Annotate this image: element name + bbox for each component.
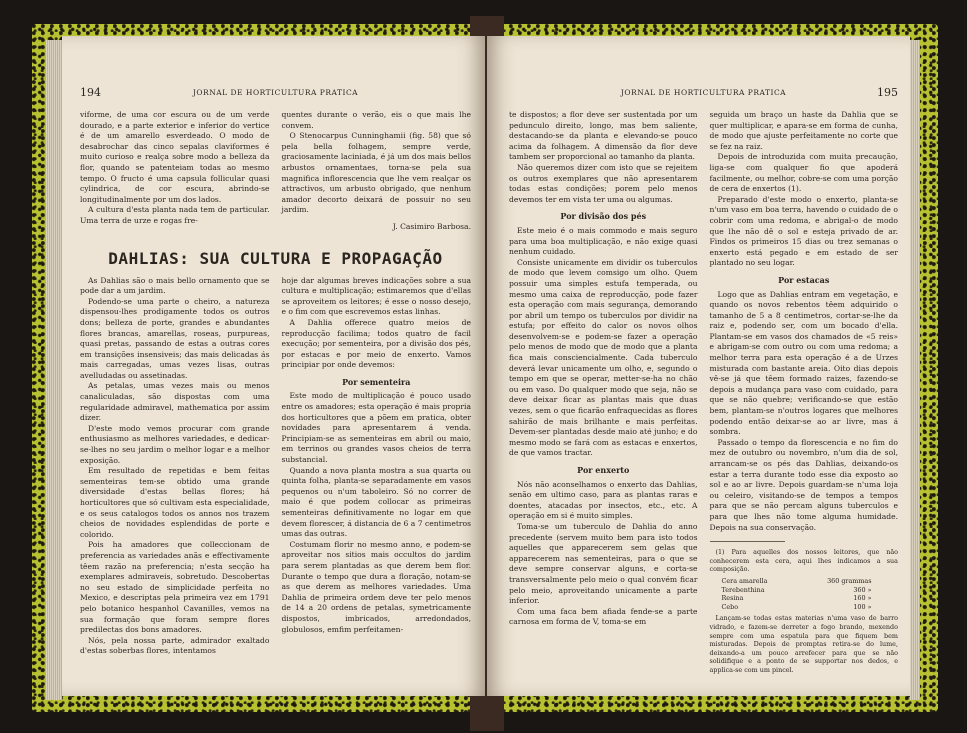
section-heading: Por divisão dos pés	[560, 211, 647, 222]
paragraph: Logo que as Dahlias entram em vegetação, e quando os novos rebentos têem adquirido o tamanho de 5 a 8 centimetros, cortar-se-lhe da raiz e, podendo ser, com um bocado d'ella. Plantam-se em vasos dos chamados de «5 reis» e abrigam-se com outro ou com uma redoma; a melhor terra para esta operação é a de Urzes misturada com bastante areia. Oito dias depois vê-se já que têem formado raizes, fazendo-se depois a mudança para vaso com cuidado, para que se não quebre; verificando-se que estão bem, plantam-se n'outros logares que melhores podendo então deixar-se ao ar livre, mas á sombra.	[709, 289, 898, 437]
recipe-row	[722, 603, 872, 612]
recipe-item: Resina	[721, 594, 744, 603]
page-edges-right	[910, 40, 920, 700]
recipe-amount: 100 »	[853, 602, 872, 611]
running-head	[80, 86, 471, 102]
paragraph: Pois ha amadores que colleccionam de preferencia as variedades anãs e effectivamente têem razão na preferencia; n'esta secção ha exemplares admiraveis, sobretudo. Descobertas no seu estado de simplicidade perfeita no Mexico, e descriptas pela primeira vez em 1791 pelo botanico hespanhol Cavanilles, vemos na sua formação que foram sempre flores predilectas dos bons amadores.	[80, 540, 270, 635]
paragraph: Preparado d'este modo o enxerto, planta-se n'um vaso em boa terra, havendo o cuidado de o cobrir com uma redoma, e abrigal-o de modo que lhe não dê o sol e esteja privado de ar. Findos os primeiros 15 dias ou trez semanas o enxerto está pegado e em estado de ser plantado no seu logar.	[709, 194, 898, 268]
paragraph: Consiste unicamente em dividir os tuberculos de modo que levem comsigo um olho. Quem possuir uma simples estufa temperada, ou mesmo uma caixa de reproducção, pode fazer esta operação com mais segurança, demorando por abril um tempo os tuberculos por dividir na estufa; por effeito do calor os novos olhos desenvolvem-se e podem-se fazer a operação pelo menos de modo que de modo que a planta fica mais consciencialmente. Cada tuberculo deverá levar unicamente um olho, e, segundo o tempo em que se operar, metter-se-ha no chão ou em vaso. Do qualquer modo que seja, não se deve deixar ficar as plantas mais que duas vezes, sem o que ficarão enfraquecidas as flores sahirão de mais brilhante e mais perfeitas. Devem-ser plantadas desde maio até junho; e do mesmo modo se fará com as estacas e enxertos, de que vamos tractar.	[509, 257, 698, 458]
recipe-amount: 160 »	[853, 594, 872, 603]
running-title: JORNAL DE HORTICULTURA PRATICA	[620, 88, 787, 97]
column-2	[282, 110, 472, 233]
paragraph: Este modo de multiplicação é pouco usado entre os amadores; esta operação é mais propria dos horticultores que a põem em pratica, obter novidades para apresentarem á venda. Principiam-se as sementeiras em abril ou maio, em terrinos ou grandes vasos cheios de terra substancial.	[281, 391, 471, 465]
section-heading: Por estacas	[778, 274, 830, 285]
page-columns	[509, 110, 898, 674]
recipe-amount: 360 grammas	[827, 576, 872, 585]
paragraph: Nós não aconselhamos o enxerto das Dahlias, senão em ultimo caso, para as plantas raras e doentes, atacadas por insectos, etc., etc. A operação em si é muito simples.	[509, 479, 698, 521]
running-head	[509, 86, 898, 102]
paragraph: Quando a nova planta mostra a sua quarta ou quinta folha, planta-se separadamente em vasos pequenos ou n'um taboleiro. Só no correr de maio é que podem collocar as primeiras sementeiras definitivamente no logar em que devem florescer, á distancia de 6 a 7 centimetros umas das outras.	[281, 465, 471, 539]
paragraph: Em resultado de repetidas e bem feitas sementeiras tem-se obtido uma grande diversidade d'estas bellas flores; há horticultores que só cultivam esta especialidade, e os seus catalogos todos os annos nos trazem cheios de novidades esplendidas de porte e colorido.	[80, 466, 270, 539]
section-heading: Por sementeira	[342, 376, 411, 387]
article-title: DAHLIAS: SUA CULTURA E PROPAGAÇÃO	[108, 248, 443, 268]
paragraph: A Dahlia offerece quatro meios de reproducção facilima; todos quatro de facil execução; por sementeira, por a divisão dos pés, por estacas e por meio de enxerto. Vamos principiar por onde devemos:	[281, 317, 471, 370]
paragraph: Não queremos dizer com isto que se rejeitem os outros exemplares que não apresentarem todas estas condições; porem pelo menos devemos ter em vista ter uma ou algumas.	[509, 162, 698, 204]
paragraph: Com uma faca bem afiada fende-se a parte carnosa em forma de V, toma-se em	[509, 606, 698, 627]
column-2	[710, 110, 899, 674]
recipe-item: Cera amarella	[721, 576, 768, 585]
paragraph: Podendo-se uma parte o cheiro, a natureza dispensou-lhes prodigamente todos os outros dons; belleza de porte, grandes e abundantes flores brancas, amarellas, roseas, purpureas, quasi pretas, passando de estas a outras cores em transições insensiveis; das mais delicadas ás mais carregadas, umas vezes lisas, outras avelludadas ou assetinadas.	[80, 296, 270, 380]
page-number: 195	[877, 86, 898, 99]
column-1	[509, 110, 698, 674]
section-heading: Por enxerto	[577, 465, 630, 475]
footnote	[710, 548, 899, 674]
paragraph: A cultura d'esta planta nada tem de particular. Uma terra de urze e rogas fre-	[80, 205, 270, 225]
recipe-row	[722, 577, 872, 586]
signature: J. Casimiro Barbosa.	[392, 221, 471, 231]
paragraph: hoje dar algumas breves indicações sobre a sua cultura e multiplicação; estimaremos que d'ellas se aproveitem os leitores; é esse o nosso desejo, e o fim com que escrevemos estas linhas.	[281, 275, 471, 317]
article-columns	[80, 276, 471, 657]
paragraph: Costumam florir no mesmo anno, e podem-se aproveitar nos sitios mais occultos do jardim para serem plantadas as que derem bem flor. Durante o tempo que dura a floração, notam-se as que derem as melhores variedades. Uma Dahlia de primeira ordem deve ter pelo menos de 14 a 20 ordens de petalas, symetricamente dispostos, imbricados, arredondados, globulosos, emfim perfeitamen-	[281, 539, 471, 634]
paragraph: Toma-se um tuberculo de Dahlia do anno precedente (servem muito bem para isto todos aquelles que apparecerem sem gelas que apparecerem nas sementeiras, para o que se deve sempre conservar alguns, e corta-se transversalmente pelo meio o qual convém ficar pelo meio, aproveitando unicamente a parte inferior.	[509, 521, 698, 606]
paragraph: te dispostos; a flor deve ser sustentada por um pedunculo direito, longo, mas bem saliente, destacando-se da planta e elevando-se pouco acima da folhagem. A dimensão da flor deve tambem ser proporcional ao tamanho da planta.	[509, 110, 698, 162]
paragraph: quentes durante o verão, eis o que mais lhe convem.	[281, 110, 471, 130]
recipe-item: Terebenthina	[721, 585, 765, 594]
recipe-item: Cebo	[721, 602, 739, 611]
footnote-text: Lançam-se todas estas materias n'uma vaso de barro vidrado, e fazem-se derreter a fogo brando, mexendo sempre com uma espatula para que fiquem bem misturadas. Depois de promptas retira-se do lume, deixando-a um pouco arrefecer para que se não solidifique e a ponto de se supportar nos dedos, e applica-se com um pincel.	[709, 614, 898, 674]
page-number: 194	[80, 86, 101, 99]
paragraph: Este meio é o mais commodo e mais seguro para uma boa multiplicação, e não exige quasi nenhum cuidado.	[509, 225, 698, 257]
column-2	[282, 276, 472, 657]
column-1	[80, 276, 270, 657]
right-page	[487, 36, 910, 696]
footnote-intro: (1) Para aquelles dos nossos leitores, que não conhecerem esta cera, aqui lhes indicamos a sua composição.	[709, 548, 898, 574]
paragraph: Depois de introduzida com muita precaução, liga-se com qualquer fio que apoderá facilmente, ou melhor, cobre-se com uma porção de cera de enxertos (1).	[709, 152, 898, 194]
footnote-rule	[710, 541, 785, 542]
recipe-row	[722, 586, 872, 595]
paragraph: As petalas, umas vezes mais ou menos canaliculadas, são dispostas com uma regularidade admiravel, mathematica por assim dizer.	[80, 381, 270, 423]
recipe-row	[722, 594, 872, 603]
recipe-list	[722, 577, 899, 611]
top-columns	[80, 110, 471, 233]
page-edges-left	[46, 40, 62, 700]
paragraph: As Dahlias são o mais bello ornamento que se pode dar a um jardim.	[80, 275, 270, 296]
paragraph: Nós, pela nossa parte, admirador exaltado d'estas soberbas flores, intentamos	[80, 635, 270, 656]
running-title: JORNAL DE HORTICULTURA PRATICA	[192, 88, 359, 97]
paragraph: viforme, de uma cor escura ou de um verde dourado, e a parte exterior e inferior do vertice é de um amarello esverdeado. O modo de desabrochar das cinco sepalas claviformes é muito curioso e realça sobre modo a belleza da flor, quando se patenteiam todas ao mesmo tempo. O fructo é uma capsula follicular quasi cylindrica, de cor escura, abrindo-se longitudinalmente por um dos lados.	[80, 110, 270, 204]
paragraph: D'este modo vemos procurar com grande enthusiasmo as melhores variedades, e dedicar-se-lhes no seu jardim o melhor logar e a melhor exposição.	[80, 423, 270, 465]
paragraph: O Stenocarpus Cunninghamii (fig. 58) que só pela bella folhagem, sempre verde, graciosamente laciniada, é já um dos mais bellos arbustos ornamentaes, torna-se pela sua magnifica inflorescencia que lhe vem realçar os attractivos, um arbusto obrigado, que nenhum amador decorto deixará de possuir no seu jardim.	[281, 131, 471, 215]
paragraph: Passado o tempo da florescencia e no fim do mez de outubro ou novembro, n'um dia de sol, arrancam-se os pés das Dahlias, deixando-os estar a terra durante todo esse dia exposto ao sol e ao ar livre. Depois guardam-se n'uma loja ou celeiro, visitando-se de tempos a tempos para que se não percam alguns tuberculos e para que lhes não tome alguma humidade. Depois na sua conservação.	[709, 437, 898, 532]
column-1	[80, 110, 270, 233]
left-page	[62, 36, 485, 696]
paragraph: seguida um braço un haste da Dahlia que se quer multiplicar, e apara-se em forma de cunha, de modo que ajuste perfeitamente no corte que se fez na raiz.	[709, 110, 898, 151]
recipe-amount: 360 »	[853, 585, 872, 594]
